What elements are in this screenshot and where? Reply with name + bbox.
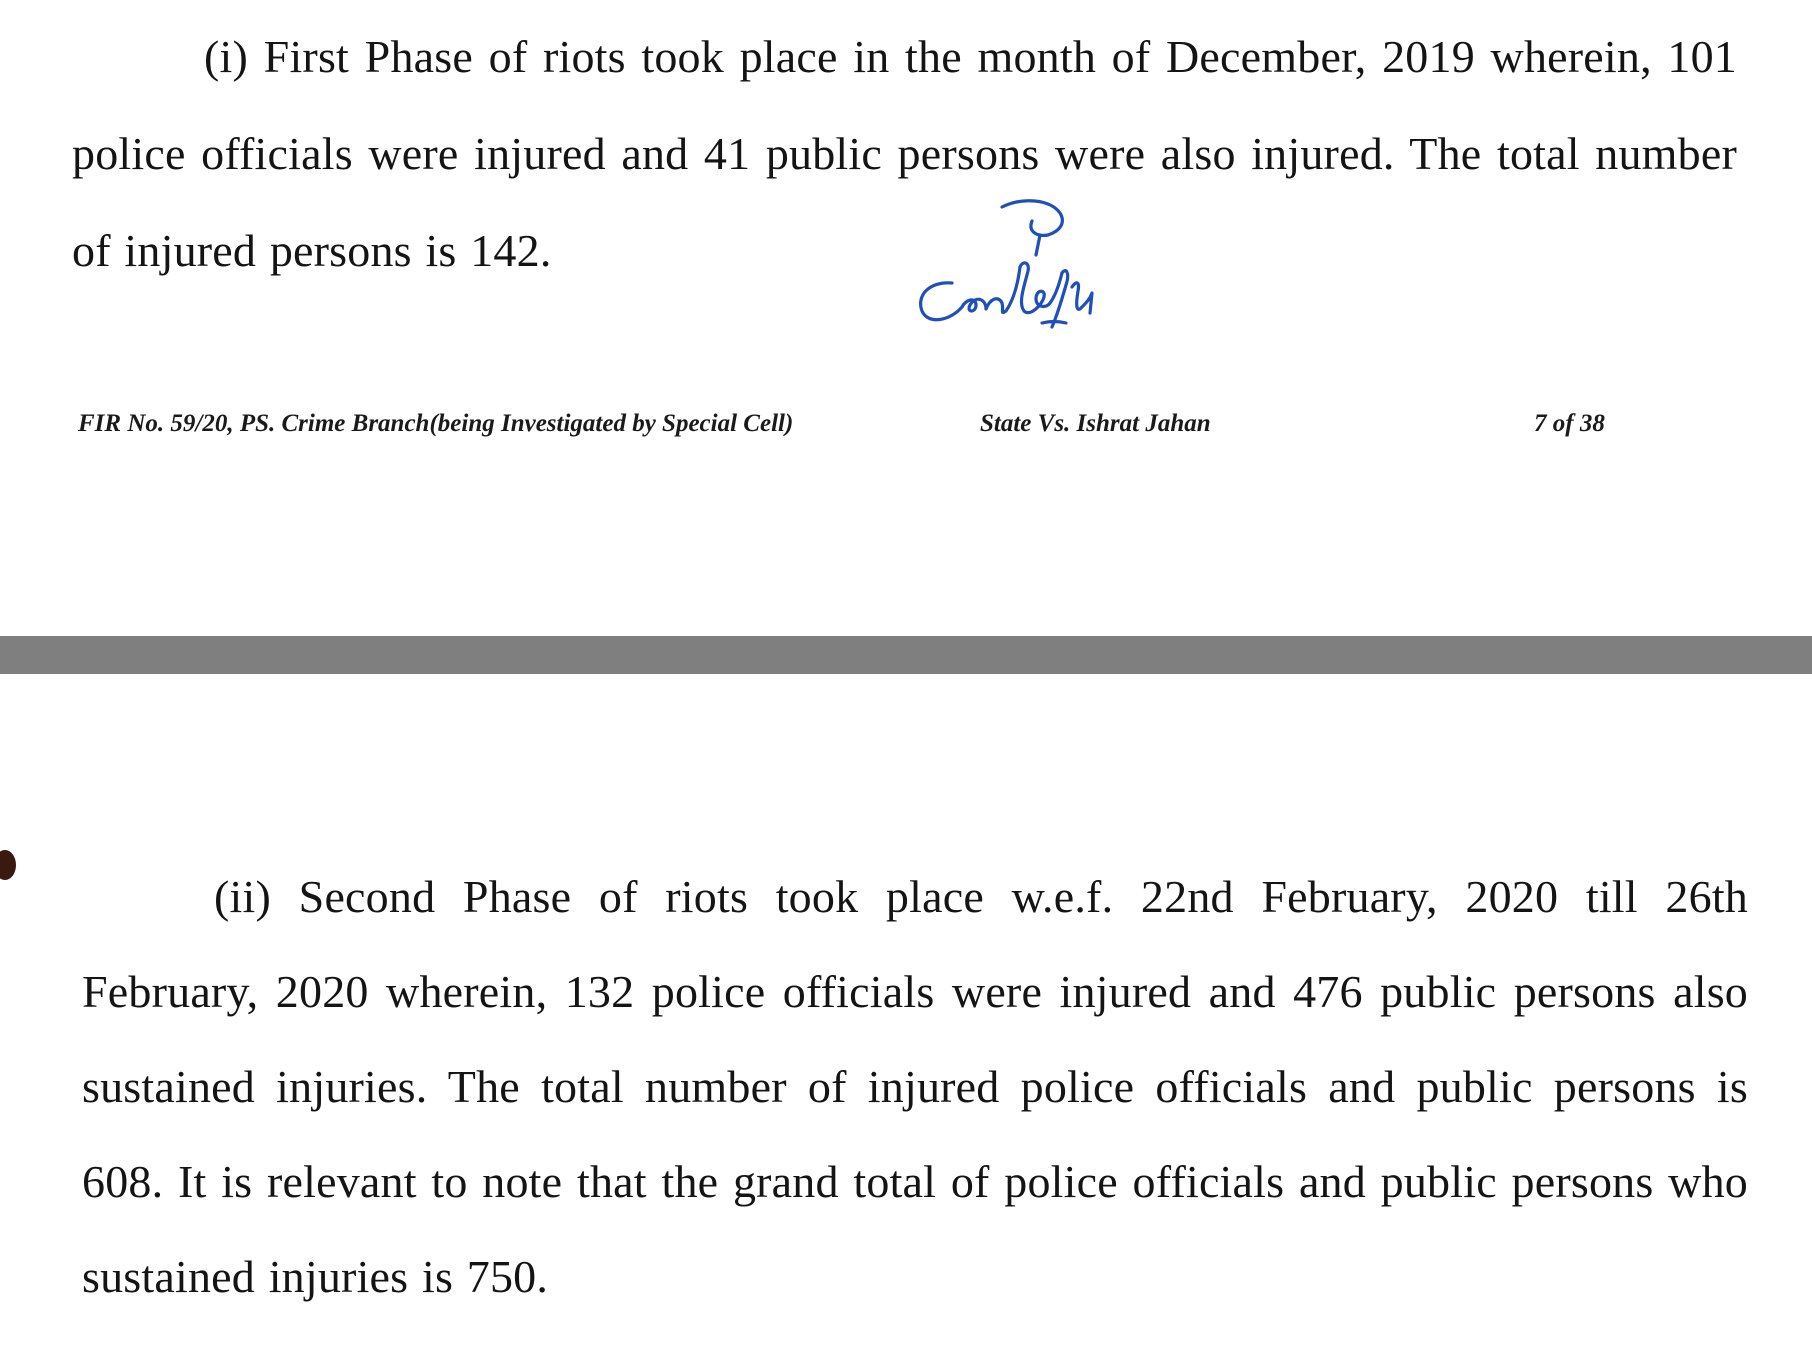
paragraph-marker: (ii) bbox=[214, 871, 271, 922]
footer-page-number: 7 of 38 bbox=[1534, 410, 1605, 437]
handwritten-signature bbox=[910, 195, 1140, 345]
document-page-7 bbox=[0, 0, 1812, 636]
paragraph-marker: (i) bbox=[204, 31, 249, 82]
paragraph-first-phase bbox=[72, 8, 1737, 299]
footer-fir-reference: FIR No. 59/20, PS. Crime Branch(being Investigated by Special Cell) bbox=[78, 410, 794, 437]
document-page-8 bbox=[0, 674, 1812, 1346]
footer-case-title: State Vs. Ishrat Jahan bbox=[980, 410, 1211, 437]
paragraph-second-phase bbox=[82, 849, 1748, 1324]
page-separator bbox=[0, 636, 1812, 674]
page-footer bbox=[0, 410, 1812, 450]
paragraph-text: First Phase of riots took place in the month of December, 2019 wherein, 101 police officials were injured and 41 public persons were also injured. The total number of injured persons is 142. bbox=[72, 31, 1738, 276]
paragraph-text: Second Phase of riots took place w.e.f. 22nd February, 2020 till 26th February, 2020 wherein, 132 police officials were injured and 476 public persons also sustained injuries. The total number of injured police officials and public persons is 608. It is relevant to note that the grand total of police officials and public persons who sustained injuries is 750. bbox=[82, 871, 1748, 1302]
